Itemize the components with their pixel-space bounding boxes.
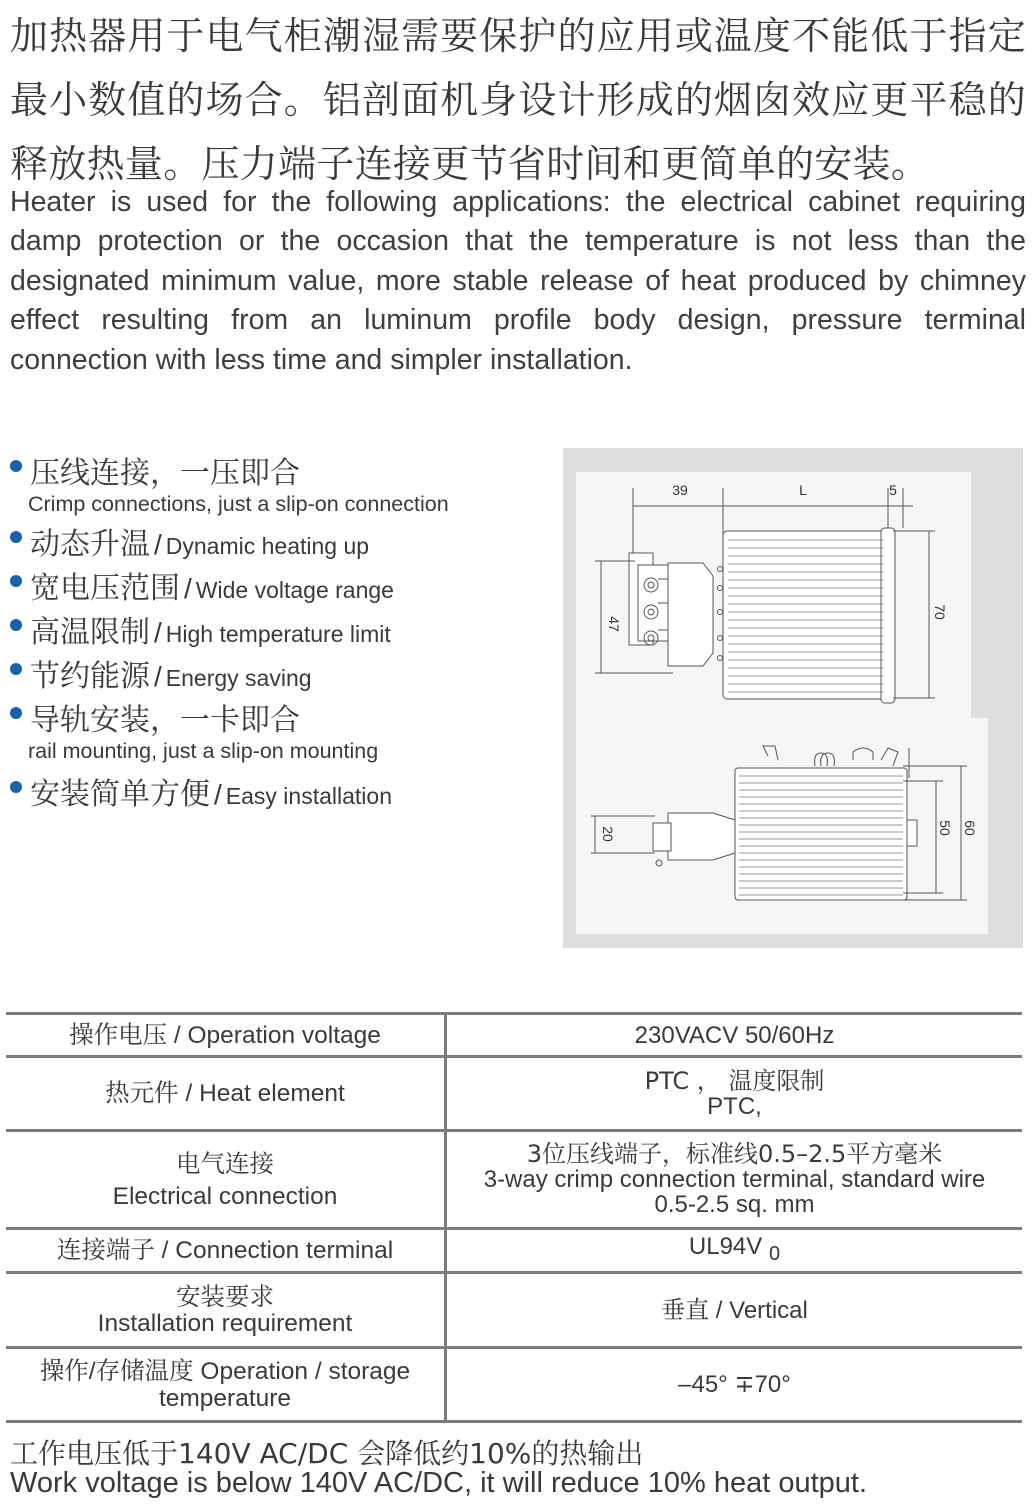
spec-value-text: UL94V	[688, 1233, 763, 1261]
spec-value-line: PTC ， 温度限制	[644, 1066, 825, 1095]
spec-label	[6, 1273, 446, 1348]
spec-value-line: 3-way crimp connection terminal, standard wire	[483, 1166, 986, 1193]
feature-separator: /	[154, 617, 162, 648]
spec-value	[446, 1131, 1023, 1229]
feature-sub: rail mounting, just a slip-on mounting	[28, 739, 379, 763]
dim-60: 60	[962, 820, 978, 836]
feature-cn: 压线连接，一压即合	[30, 456, 300, 491]
spec-label	[6, 1057, 446, 1131]
feature-item	[10, 651, 550, 695]
dim-39: 39	[672, 482, 688, 498]
feature-en: Easy installation	[225, 783, 392, 809]
spec-value	[446, 1348, 1023, 1422]
dimension-drawing	[563, 448, 1023, 948]
spec-label-text: 热元件 / Heat element	[105, 1080, 345, 1107]
note-english: Work voltage is below 140V AC/DC, it will reduce 10% heat output.	[10, 1467, 868, 1499]
dim-5: 5	[889, 482, 897, 498]
feature-cn: 高温限制	[30, 615, 150, 650]
spec-value-text: –45° ∓70°	[678, 1371, 791, 1398]
spec-value-line: PTC,	[707, 1092, 762, 1120]
spec-value	[446, 1229, 1023, 1273]
spec-value-text: 230VACV 50/60Hz	[634, 1021, 835, 1049]
dim-70: 70	[932, 604, 948, 620]
spec-label-line: 操作/存储温度 Operation / storage	[39, 1357, 411, 1385]
spec-label-line: temperature	[158, 1384, 292, 1412]
spec-label-line: 电气连接	[176, 1148, 274, 1178]
spec-value-text: 垂直 / Vertical	[661, 1296, 808, 1324]
table-row	[6, 1273, 1022, 1348]
bullet-icon	[10, 663, 22, 675]
intro-chinese: 加热器用于电气柜潮湿需要保护的应用或温度不能低于指定最小数值的场合。铝剖面机身设计形成的烟囱效应更平稳的释放热量。压力端子连接更节省时间和更简单的安装。	[10, 14, 1026, 186]
feature-cn: 导轨安装，一卡即合	[30, 703, 300, 738]
dim-L: L	[799, 482, 807, 498]
spec-value	[446, 1273, 1023, 1348]
feature-item	[10, 769, 550, 813]
note-chinese: 工作电压低于140V AC/DC 会降低约10%的热输出	[10, 1437, 644, 1470]
spec-value-line: 0.5-2.5 sq. mm	[654, 1191, 815, 1218]
table-row	[6, 1229, 1022, 1273]
spec-label-line: Electrical connection	[112, 1182, 338, 1210]
spec-label	[6, 1348, 446, 1422]
feature-en: Energy saving	[165, 665, 312, 691]
spec-label-text: 连接端子 / Connection terminal	[56, 1237, 394, 1264]
spec-table	[6, 1012, 1022, 1423]
spec-label-text: 操作电压 / Operation voltage	[69, 1021, 381, 1049]
table-row	[6, 1348, 1022, 1422]
feature-separator: /	[154, 661, 162, 692]
feature-separator: /	[184, 573, 192, 604]
spec-value	[446, 1057, 1023, 1131]
intro-english: Heater is used for the following applications: the electrical cabinet requiring damp protection or the occasion that the temperature is not less than the designated minimum value, more stable release of heat produced by chimney effect resulting from an luminum profile body design, pressure terminal connection with less time and simpler installation.	[10, 186, 1026, 376]
feature-item	[10, 607, 550, 651]
feature-item	[10, 448, 550, 519]
table-row	[6, 1014, 1022, 1057]
table-row	[6, 1057, 1022, 1131]
bullet-icon	[10, 707, 22, 719]
bullet-icon	[10, 460, 22, 472]
dim-20: 20	[600, 826, 616, 842]
feature-cn: 节约能源	[30, 659, 150, 694]
spec-label	[6, 1229, 446, 1273]
bullet-icon	[10, 531, 22, 543]
dim-47: 47	[606, 616, 622, 632]
spec-value-sub: 0	[768, 1242, 781, 1265]
table-row	[6, 1131, 1022, 1229]
feature-separator: /	[154, 529, 162, 560]
spec-label-line: 安装要求	[176, 1282, 274, 1311]
spec-value-line: 3位压线端子，标准线0.5–2.5平方毫米	[526, 1140, 943, 1168]
feature-en: Dynamic heating up	[165, 533, 370, 559]
feature-cn: 安装简单方便	[30, 777, 210, 812]
feature-separator: /	[214, 779, 222, 810]
feature-list	[10, 448, 550, 813]
feature-cn: 宽电压范围	[30, 571, 180, 606]
spec-label	[6, 1014, 446, 1057]
dim-50: 50	[937, 820, 953, 836]
bullet-icon	[10, 781, 22, 793]
bullet-icon	[10, 619, 22, 631]
bullet-icon	[10, 575, 22, 587]
feature-cn: 动态升温	[30, 527, 150, 562]
feature-sub: Crimp connections, just a slip-on connection	[28, 492, 449, 516]
feature-en: High temperature limit	[165, 621, 391, 647]
dimension-drawing-svg	[563, 448, 1023, 948]
spec-label-line: Installation requirement	[97, 1310, 353, 1337]
feature-en: Wide voltage range	[195, 577, 394, 603]
spec-value	[446, 1014, 1023, 1057]
feature-item	[10, 695, 550, 769]
spec-label	[6, 1131, 446, 1229]
feature-item	[10, 563, 550, 607]
feature-item	[10, 519, 550, 563]
